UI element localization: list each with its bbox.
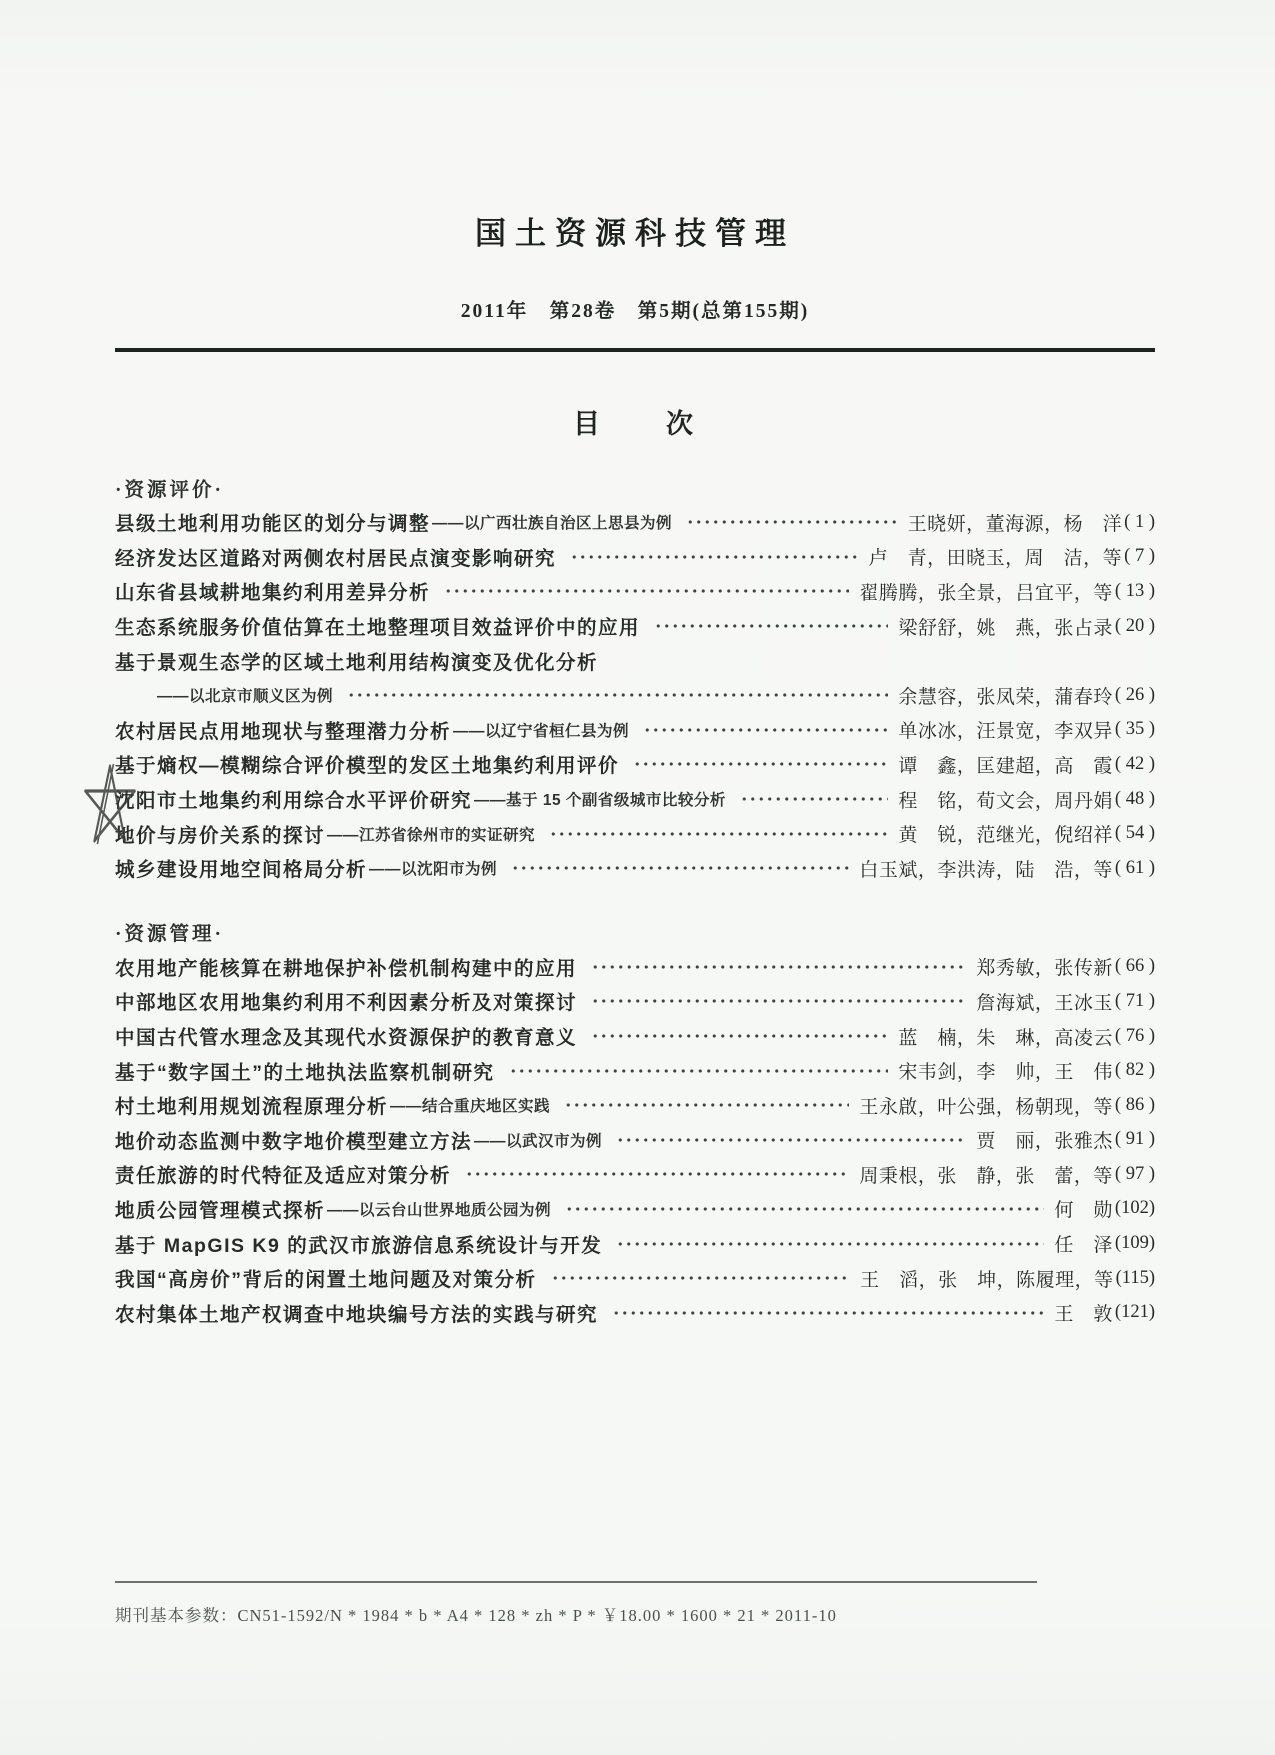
dot-leader bbox=[562, 1098, 849, 1112]
dot-leader bbox=[463, 1167, 849, 1181]
entry-title: 地质公园管理模式探析 bbox=[115, 1199, 326, 1222]
toc-entry bbox=[115, 1192, 1155, 1227]
dot-leader bbox=[549, 1271, 851, 1285]
section-entries bbox=[115, 505, 1155, 886]
toc-entry bbox=[115, 782, 1155, 817]
entry-subtitle: ——江苏省徐州市的实证研究 bbox=[327, 826, 536, 844]
header-divider-rule bbox=[115, 348, 1155, 352]
entry-subtitle: ——以沈阳市为例 bbox=[369, 861, 498, 879]
toc-entry bbox=[115, 950, 1155, 985]
entry-subtitle: ——以北京市顺义区为例 bbox=[157, 688, 334, 706]
journal-title: 国土资源科技管理 bbox=[475, 216, 795, 251]
entry-page-number: ( 97 ) bbox=[1114, 1163, 1155, 1184]
dot-leader bbox=[568, 550, 859, 564]
dot-leader bbox=[509, 861, 849, 875]
entry-page-number: ( 35 ) bbox=[1114, 719, 1155, 740]
entry-title: 村土地利用规划流程原理分析 bbox=[115, 1096, 389, 1119]
entry-page-number: ( 71 ) bbox=[1114, 990, 1155, 1011]
entry-authors: 程 铭，荀文会，周丹娟 bbox=[898, 790, 1113, 812]
entry-authors: 周秉根，张 静，张 蕾，等 bbox=[859, 1165, 1113, 1187]
entry-page-number: ( 20 ) bbox=[1114, 615, 1155, 636]
entry-title: 山东省县域耕地集约利用差异分析 bbox=[115, 582, 431, 605]
toc-entry bbox=[115, 505, 1155, 540]
toc-entry bbox=[115, 816, 1155, 851]
entry-page-number: ( 66 ) bbox=[1114, 956, 1155, 977]
dot-leader bbox=[507, 1064, 889, 1078]
entry-authors: 贾 丽，张雅杰 bbox=[976, 1131, 1113, 1153]
section-heading: ·资源评价· bbox=[115, 479, 225, 501]
dot-leader bbox=[563, 1202, 1044, 1216]
entry-page-number: ( 26 ) bbox=[1114, 684, 1155, 705]
entry-subtitle: ——结合重庆地区实践 bbox=[390, 1098, 551, 1116]
toc-section bbox=[115, 470, 1155, 886]
toc-sections bbox=[115, 470, 1155, 1330]
entry-page-number: ( 86 ) bbox=[1114, 1094, 1155, 1115]
entry-authors: 单冰冰，汪景宽，李双异 bbox=[898, 721, 1113, 743]
toc-entry bbox=[115, 1019, 1155, 1054]
entry-title: 农用地产能核算在耕地保护补偿机制构建中的应用 bbox=[115, 957, 578, 980]
entry-page-number: ( 48 ) bbox=[1114, 788, 1155, 809]
entry-page-number: ( 82 ) bbox=[1114, 1060, 1155, 1081]
toc-entry bbox=[115, 574, 1155, 609]
entry-authors: 谭 鑫，匡建超，高 霞 bbox=[898, 755, 1113, 777]
dot-leader bbox=[631, 757, 888, 771]
entry-title: 基于景观生态学的区域土地利用结构演变及优化分析 bbox=[115, 651, 599, 674]
issue-line: 2011年 第28卷 第5期(总第155期) bbox=[460, 301, 810, 322]
entry-page-number: ( 13 ) bbox=[1114, 580, 1155, 601]
entry-title: 县级土地利用功能区的划分与调整 bbox=[115, 513, 431, 536]
entry-title: 沈阳市土地集约利用综合水平评价研究 bbox=[115, 790, 473, 813]
toc-section bbox=[115, 915, 1155, 1331]
entry-title: 地价动态监测中数字地价模型建立方法 bbox=[115, 1130, 473, 1153]
entry-authors: 翟腾腾，张全景，吕宜平，等 bbox=[859, 582, 1113, 604]
entry-title: 基于 MapGIS K9 的武汉市旅游信息系统设计与开发 bbox=[115, 1234, 603, 1257]
entry-subtitle: ——以云台山世界地质公园为例 bbox=[327, 1201, 552, 1219]
toc-entry bbox=[115, 984, 1155, 1019]
toc-entry bbox=[115, 1053, 1155, 1088]
toc-entry bbox=[115, 1261, 1155, 1296]
footer-divider-rule bbox=[115, 1581, 1037, 1583]
dot-leader bbox=[614, 1237, 1044, 1251]
entry-title: 农村居民点用地现状与整理潜力分析 bbox=[115, 720, 452, 743]
entry-title: 地价与房价关系的探讨 bbox=[115, 824, 326, 847]
toc-entry bbox=[115, 1088, 1155, 1123]
toc-entry bbox=[115, 540, 1155, 575]
dot-leader bbox=[641, 723, 888, 737]
entry-title: 生态系统服务价值估算在土地整理项目效益评价中的应用 bbox=[115, 617, 641, 640]
entry-authors: 王永啟，叶公强，杨朝现，等 bbox=[859, 1096, 1113, 1118]
dot-leader bbox=[589, 960, 966, 974]
dot-leader bbox=[345, 688, 888, 702]
entry-title: 基于“数字国土”的土地执法监察机制研究 bbox=[115, 1061, 495, 1084]
dot-leader bbox=[547, 827, 888, 841]
entry-page-number: ( 7 ) bbox=[1124, 546, 1155, 567]
entry-page-number: ( 91 ) bbox=[1114, 1129, 1155, 1150]
entry-page-number: (102) bbox=[1114, 1198, 1155, 1219]
toc-entry bbox=[115, 713, 1155, 748]
entry-page-number: (121) bbox=[1114, 1302, 1155, 1323]
entry-title: 责任旅游的时代特征及适应对策分析 bbox=[115, 1165, 452, 1188]
toc-entry bbox=[115, 609, 1155, 644]
toc-entry bbox=[115, 1123, 1155, 1158]
entry-authors: 王 滔，张 坤，陈履理，等 bbox=[860, 1269, 1114, 1291]
dot-leader bbox=[684, 515, 898, 529]
entry-title: 中部地区农用地集约利用不利因素分析及对策探讨 bbox=[115, 992, 578, 1015]
entry-authors: 詹海斌，王冰玉 bbox=[976, 992, 1113, 1014]
entry-page-number: ( 54 ) bbox=[1114, 823, 1155, 844]
entry-authors: 余慧容，张凤荣，蒲春玲 bbox=[898, 686, 1113, 708]
entry-title: 城乡建设用地空间格局分析 bbox=[115, 859, 368, 882]
entry-title: 农村集体土地产权调查中地块编号方法的实践与研究 bbox=[115, 1303, 599, 1326]
journal-parameters: 期刊基本参数：CN51-1592/N * 1984 * b * A4 * 128 * zh * P * ￥18.00 * 1600 * 21 * 2011-10 bbox=[115, 1606, 837, 1625]
entry-page-number: ( 61 ) bbox=[1114, 857, 1155, 878]
entry-authors: 卢 青，田晓玉，周 洁，等 bbox=[868, 548, 1123, 570]
section-entries bbox=[115, 950, 1155, 1331]
dot-leader bbox=[610, 1306, 1044, 1320]
dot-leader bbox=[442, 584, 849, 598]
dot-leader bbox=[589, 994, 966, 1008]
entry-subtitle: ——基于 15 个副省级城市比较分析 bbox=[474, 792, 726, 810]
entry-authors: 郑秀敏，张传新 bbox=[976, 958, 1113, 980]
toc-entry bbox=[115, 678, 1155, 713]
entry-authors: 蓝 楠，朱 琳，高凌云 bbox=[898, 1027, 1113, 1049]
entry-page-number: ( 76 ) bbox=[1114, 1025, 1155, 1046]
toc-heading: 目 次 bbox=[573, 409, 697, 439]
handdrawn-star-mark bbox=[84, 764, 136, 844]
entry-authors: 梁舒舒，姚 燕，张占录 bbox=[898, 617, 1113, 639]
entry-page-number: ( 42 ) bbox=[1114, 753, 1155, 774]
dot-leader bbox=[589, 1029, 888, 1043]
entry-authors: 王晓妍，董海源，杨 洋 bbox=[907, 513, 1123, 535]
toc-entry bbox=[115, 1295, 1155, 1330]
section-heading: ·资源管理· bbox=[115, 924, 225, 946]
toc-entry bbox=[115, 851, 1155, 886]
entry-authors: 白玉斌，李洪涛，陆 浩，等 bbox=[859, 859, 1113, 881]
entry-subtitle: ——以武汉市为例 bbox=[474, 1132, 603, 1150]
entry-page-number: (115) bbox=[1115, 1267, 1155, 1288]
entry-page-number: (109) bbox=[1114, 1233, 1155, 1254]
toc-entry bbox=[115, 1157, 1155, 1192]
entry-page-number: ( 1 ) bbox=[1124, 511, 1155, 532]
entry-subtitle: ——以广西壮族自治区上思县为例 bbox=[432, 515, 673, 533]
entry-authors: 王 敦 bbox=[1054, 1304, 1113, 1326]
entry-authors: 何 勋 bbox=[1054, 1200, 1113, 1222]
entry-title: 我国“高房价”背后的闲置土地问题及对策分析 bbox=[115, 1269, 537, 1292]
toc-entry bbox=[115, 747, 1155, 782]
entry-title: 经济发达区道路对两侧农村居民点演变影响研究 bbox=[115, 547, 557, 570]
dot-leader bbox=[738, 792, 889, 806]
entry-authors: 宋韦剑，李 帅，王 伟 bbox=[898, 1062, 1113, 1084]
entry-title: 基于熵权—模糊综合评价模型的发区土地集约利用评价 bbox=[115, 755, 620, 778]
entry-subtitle: ——以辽宁省桓仁县为例 bbox=[453, 722, 630, 740]
dot-leader bbox=[614, 1133, 966, 1147]
dot-leader bbox=[652, 619, 888, 633]
toc-entry bbox=[115, 1226, 1155, 1261]
entry-title: 中国古代管水理念及其现代水资源保护的教育意义 bbox=[115, 1027, 578, 1050]
toc-entry bbox=[115, 643, 1155, 678]
entry-authors: 任 泽 bbox=[1054, 1235, 1113, 1257]
entry-authors: 黄 锐，范继光，倪绍祥 bbox=[898, 825, 1113, 847]
